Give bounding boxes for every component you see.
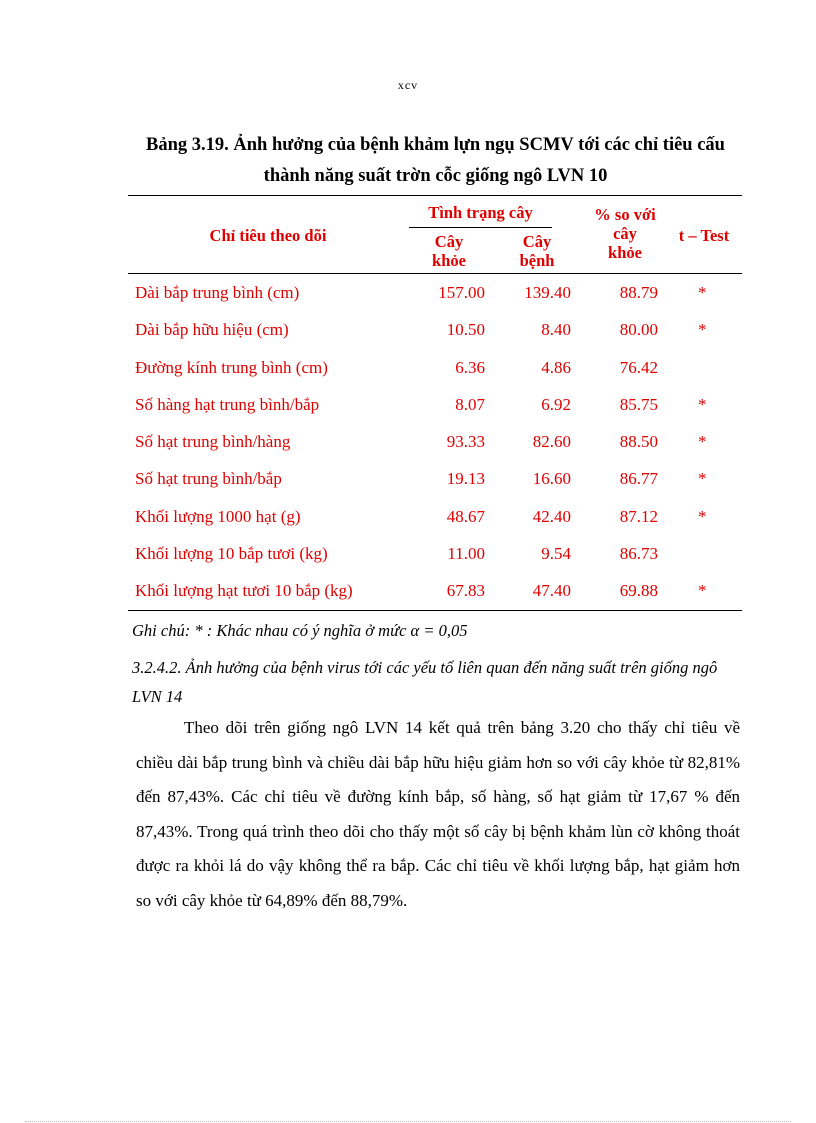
row-healthy-value: 157.00 <box>438 283 485 302</box>
row-indicator: Đường kính trung bình (cm) <box>135 357 328 377</box>
page-bottom-divider <box>25 1121 791 1122</box>
header-sick-line-1: Cây <box>522 232 552 251</box>
row-percent-value: 88.50 <box>619 432 658 452</box>
row-healthy-value: 19.13 <box>446 469 485 489</box>
row-ttest-mark: * <box>698 320 707 340</box>
row-indicator: Dài bắp hữu hiệu (cm) <box>135 320 289 340</box>
row-healthy-value: 8.07 <box>455 394 485 414</box>
row-sick-value: 9.54 <box>541 544 571 564</box>
row-ttest-mark: * <box>698 469 707 489</box>
row-healthy-value: 11.00 <box>447 544 485 564</box>
row-indicator: Số hạt trung bình/hàng <box>135 432 291 452</box>
table-row <box>128 423 742 460</box>
table-row <box>128 460 742 497</box>
row-indicator: Khối lượng hạt tươi 10 bắp (kg) <box>135 581 353 601</box>
row-ttest-mark: * <box>698 432 707 452</box>
row-percent-value: 87.12 <box>619 506 658 526</box>
header-sick-line-2: bệnh <box>519 251 555 270</box>
table-title-line-1: Bảng 3.19. Ảnh hưởng của bệnh khảm lựn ngụ SCMV tới các chỉ tiêu cấu <box>146 135 725 155</box>
row-ttest-mark: * <box>698 394 707 414</box>
table-row <box>128 274 742 311</box>
table-title-line-2: thành năng suất trờn cỗc giống ngô LVN 10 <box>263 166 608 186</box>
row-indicator: Khối lượng 1000 hạt (g) <box>135 506 301 526</box>
row-healthy-value: 10.50 <box>446 320 485 340</box>
page-header-code: xcv <box>397 78 419 92</box>
header-percent-line-3: khỏe <box>608 243 642 262</box>
header-percent-line-1: % so với <box>594 205 656 224</box>
section-heading: 3.2.4.2. Ảnh hưởng của bệnh virus tới các yếu tố liên quan đến năng suất trên giống ngô LVN 14 <box>132 658 718 706</box>
table-row <box>128 498 742 535</box>
table-row <box>128 349 742 386</box>
row-ttest-mark: * <box>698 283 707 302</box>
row-percent-value: 80.00 <box>619 320 658 340</box>
row-indicator: Số hạt trung bình/bắp <box>135 469 282 489</box>
row-indicator: Dài bắp trung bình (cm) <box>135 283 300 302</box>
header-healthy <box>409 232 489 270</box>
table-title <box>128 130 743 192</box>
row-healthy-value: 67.83 <box>446 581 485 601</box>
row-percent-value: 86.77 <box>619 469 658 489</box>
header-indicator: Chỉ tiêu theo dõi <box>209 226 327 245</box>
table-row <box>128 311 742 348</box>
table-row <box>128 572 742 609</box>
row-percent-value: 88.79 <box>619 283 658 302</box>
row-indicator: Số hàng hạt trung bình/bắp <box>135 394 320 414</box>
row-percent-value: 76.42 <box>619 357 658 377</box>
table-header <box>128 196 742 274</box>
table-row <box>128 535 742 572</box>
header-group-divider <box>409 227 552 228</box>
header-healthy-line-2: khỏe <box>432 251 466 270</box>
row-ttest-mark: * <box>698 581 707 601</box>
row-healthy-value: 93.33 <box>446 432 485 452</box>
header-healthy-line-1: Cây <box>434 232 464 251</box>
row-indicator: Khối lượng 10 bắp tươi (kg) <box>135 544 328 564</box>
row-percent-value: 85.75 <box>619 394 658 414</box>
row-sick-value: 6.92 <box>541 394 571 414</box>
row-sick-value: 16.60 <box>532 469 571 489</box>
body-paragraph: Theo dõi trên giống ngô LVN 14 kết quả trên bảng 3.20 cho thấy chỉ tiêu về chiều dài bắp trung bình và chiều dài bắp hữu hiệu giảm hơn so với cây khỏe từ 82,81% đến 87,43%. Các chỉ tiêu về đường kính bắp, số hàng, số hạt giảm từ 17,67 % đến 87,43%. Trong quá trình theo dõi cho thấy một số cây bị bệnh khảm lùn cờ không thoát được ra khỏi lá do vậy không thể ra bắp. Các chỉ tiêu về khối lượng bắp, hạt giảm hơn so với cây khỏe từ 64,89% đến 88,79%. <box>136 718 740 910</box>
data-table <box>128 195 742 611</box>
row-sick-value: 42.40 <box>532 506 571 526</box>
header-percent <box>580 205 670 262</box>
header-percent-line-2: cây <box>613 224 637 243</box>
row-sick-value: 82.60 <box>532 432 571 452</box>
header-status-group: Tình trạng cây <box>428 203 533 222</box>
row-sick-value: 47.40 <box>532 581 571 601</box>
header-sick <box>497 232 577 270</box>
row-ttest-mark: * <box>698 506 707 526</box>
row-sick-value: 4.86 <box>541 357 571 377</box>
row-healthy-value: 6.36 <box>455 357 485 377</box>
row-sick-value: 139.40 <box>524 283 571 302</box>
row-healthy-value: 48.67 <box>446 506 485 526</box>
row-percent-value: 69.88 <box>619 581 658 601</box>
row-sick-value: 8.40 <box>541 320 571 340</box>
table-row <box>128 386 742 423</box>
table-note: Ghi chú: * : Khác nhau có ý nghĩa ở mức α = 0,05 <box>132 621 468 640</box>
header-ttest: t – Test <box>678 226 730 245</box>
row-percent-value: 86.73 <box>619 544 658 564</box>
